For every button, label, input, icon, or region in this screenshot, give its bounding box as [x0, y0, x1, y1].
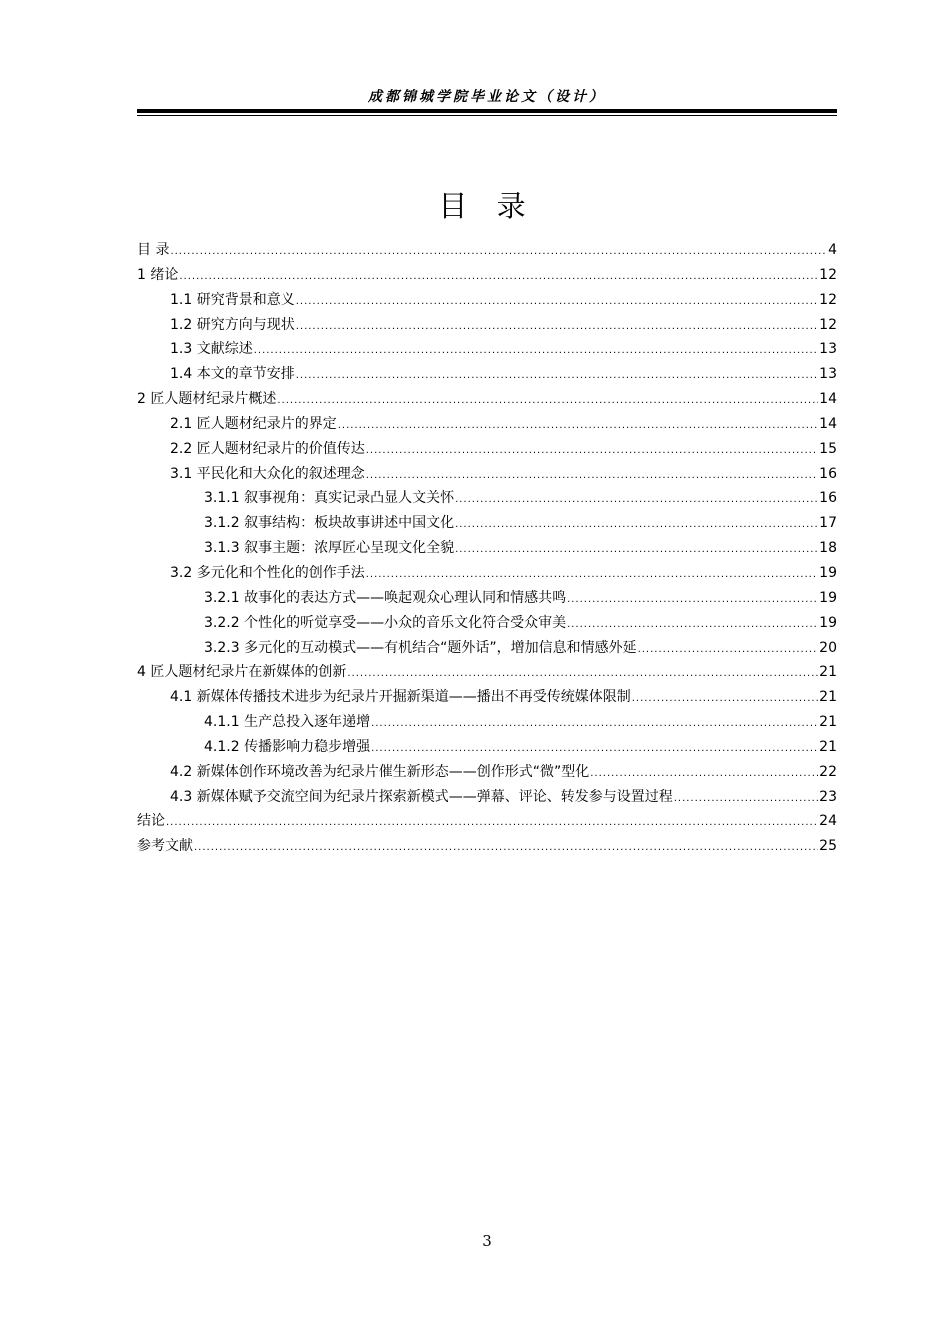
toc-entry[interactable] [137, 561, 837, 586]
toc-entry-label: 1.3 文献综述 [170, 341, 253, 358]
toc-entry-label: 3.1.1 叙事视角：真实记录凸显人文关怀 [204, 490, 455, 507]
toc-entry[interactable] [137, 412, 837, 437]
toc-entry[interactable] [137, 238, 837, 263]
toc-entry-label: 3.2.3 多元化的互动模式——有机结合“题外话”，增加信息和情感外延 [204, 639, 637, 656]
toc-entry-label: 3.2.1 故事化的表达方式——唤起观众心理认同和情感共鸣 [204, 589, 567, 606]
toc-entry-label: 结论 [137, 813, 165, 830]
toc-entry-label: 3.2.2 个性化的听觉享受——小众的音乐文化符合受众审美 [204, 614, 567, 631]
toc-entry[interactable] [137, 685, 837, 710]
toc-entry-page: 13 [819, 341, 837, 358]
toc-entry-page: 16 [819, 490, 837, 507]
toc-entry-page: 20 [819, 639, 837, 656]
toc-entry-page: 12 [819, 266, 837, 283]
toc-dot-leader [296, 290, 818, 315]
toc-entry[interactable] [137, 760, 837, 785]
toc-entry-page: 14 [819, 415, 837, 432]
toc-entry[interactable] [137, 586, 837, 611]
toc-dot-leader [455, 513, 818, 538]
toc-dot-leader [366, 464, 818, 489]
toc-entry[interactable] [137, 263, 837, 288]
toc-entry-page: 21 [819, 738, 837, 755]
toc-dot-leader [674, 787, 818, 812]
toc-entry[interactable] [137, 313, 837, 338]
toc-dot-leader [366, 563, 818, 588]
toc-entry-label: 4.1.2 传播影响力稳步增强 [204, 738, 371, 755]
toc-dot-leader [179, 265, 818, 290]
toc-entry-page: 15 [819, 440, 837, 457]
toc-entry-label: 3.1.3 叙事主题：浓厚匠心呈现文化全貌 [204, 540, 455, 557]
toc-entry-page: 18 [819, 540, 837, 557]
toc-entry-page: 13 [819, 366, 837, 383]
toc-entry-label: 4.2 新媒体创作环境改善为纪录片催生新形态——创作形式“微”型化 [170, 763, 590, 780]
toc-entry-page: 21 [819, 664, 837, 681]
toc-entry[interactable] [137, 536, 837, 561]
toc-entry[interactable] [137, 462, 837, 487]
toc-entry[interactable] [137, 611, 837, 636]
toc-entry[interactable] [137, 387, 837, 412]
toc-entry[interactable] [137, 437, 837, 462]
toc-dot-leader [638, 638, 819, 663]
toc-dot-leader [455, 488, 818, 513]
toc-entry-label: 2.2 匠人题材纪录片的价值传达 [170, 440, 365, 457]
toc-entry-page: 22 [819, 763, 837, 780]
toc-entry-page: 21 [819, 689, 837, 706]
toc-entry-page: 24 [819, 813, 837, 830]
toc-entry[interactable] [137, 809, 837, 834]
toc-entry-label: 1.4 本文的章节安排 [170, 366, 295, 383]
toc-entry[interactable] [137, 511, 837, 536]
toc-entry[interactable] [137, 710, 837, 735]
toc-dot-leader [567, 588, 818, 613]
toc-entry-page: 21 [819, 714, 837, 731]
toc-entry[interactable] [137, 660, 837, 685]
toc-entry-page: 16 [819, 465, 837, 482]
toc-entry-page: 12 [819, 316, 837, 333]
toc-entry-page: 19 [819, 614, 837, 631]
page-number: 3 [482, 1232, 492, 1250]
toc-entry-label: 目 录 [137, 242, 170, 258]
toc-entry[interactable] [137, 337, 837, 362]
toc-dot-leader [366, 439, 818, 464]
toc-entry-label: 4 匠人题材纪录片在新媒体的创新 [137, 664, 347, 681]
toc-entry-label: 1.1 研究背景和意义 [170, 291, 295, 308]
toc-entry-label: 2 匠人题材纪录片概述 [137, 391, 277, 408]
toc-entry-label: 1 绪论 [137, 266, 179, 283]
toc-entry[interactable] [137, 486, 837, 511]
toc-dot-leader [170, 240, 827, 265]
toc-dot-leader [371, 712, 818, 737]
toc-entry-page: 14 [819, 391, 837, 408]
toc-entry-label: 2.1 匠人题材纪录片的界定 [170, 415, 337, 432]
toc-entry-page: 4 [828, 242, 837, 258]
toc-entry[interactable] [137, 288, 837, 313]
toc-dot-leader [567, 613, 818, 638]
toc-entry[interactable] [137, 785, 837, 810]
toc-entry-label: 3.2 多元化和个性化的创作手法 [170, 564, 365, 581]
toc-entry-page: 12 [819, 291, 837, 308]
toc-dot-leader [371, 737, 818, 762]
toc-dot-leader [347, 662, 818, 687]
toc-entry-label: 3.1 平民化和大众化的叙述理念 [170, 465, 365, 482]
toc-entry[interactable] [137, 636, 837, 661]
toc-entry-label: 4.1.1 生产总投入逐年递增 [204, 714, 371, 731]
toc-dot-leader [296, 315, 818, 340]
toc-dot-leader [590, 762, 818, 787]
header-rule-thin [137, 115, 837, 116]
toc-dot-leader [338, 414, 818, 439]
toc-entry-label: 参考文献 [137, 838, 193, 855]
toc-entry-page: 17 [819, 515, 837, 532]
header-rule-thick [137, 109, 837, 113]
toc-dot-leader [455, 538, 818, 563]
running-header: 成都锦城学院毕业论文（设计） [368, 89, 606, 105]
toc-entry-page: 19 [819, 564, 837, 581]
toc-title: 目 录 [438, 189, 536, 223]
toc-entry-page: 19 [819, 589, 837, 606]
toc-dot-leader [632, 687, 818, 712]
toc-entry[interactable] [137, 362, 837, 387]
toc-entry-label: 4.3 新媒体赋予交流空间为纪录片探索新模式——弹幕、评论、转发参与设置过程 [170, 788, 673, 805]
toc-dot-leader [194, 836, 818, 861]
toc-entry-label: 4.1 新媒体传播技术进步为纪录片开掘新渠道——播出不再受传统媒体限制 [170, 689, 631, 706]
toc-entry-page: 23 [819, 788, 837, 805]
toc-dot-leader [166, 811, 818, 836]
toc-entry-label: 3.1.2 叙事结构：板块故事讲述中国文化 [204, 515, 455, 532]
toc-dot-leader [296, 364, 818, 389]
toc-dot-leader [277, 389, 818, 414]
toc-entry-label: 1.2 研究方向与现状 [170, 316, 295, 333]
toc-entry-page: 25 [819, 838, 837, 855]
table-of-contents [137, 238, 837, 859]
toc-entry[interactable] [137, 834, 837, 859]
toc-dot-leader [254, 339, 818, 364]
toc-entry[interactable] [137, 735, 837, 760]
